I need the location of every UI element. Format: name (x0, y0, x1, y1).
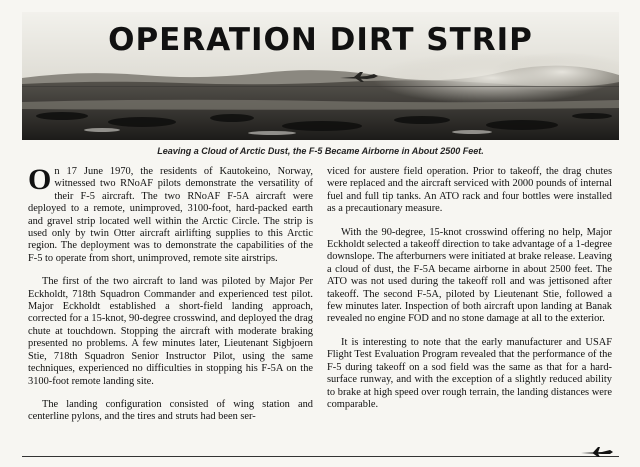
right-column (327, 166, 612, 451)
paragraph: With the 90-degree, 15-knot crosswind offering no help, Major Eckholdt selected a takeoff direction to take advantage of a 1-degree downslope. The afterburners were initiated at brake release. Leaving a cloud of dust, the F-5A became airborne in about 2500 feet. The ATO was not used during the takeoff roll and was jettisoned after takeoff. The second F-5A, piloted by Lieutenant Stie, followed a few minutes later. Inspection of both aircraft upon landing at Banak revealed no engine FOD and no stone damage at all to the exterior. (327, 226, 612, 325)
jet-silhouette-icon (580, 446, 614, 458)
article-body (28, 163, 612, 451)
paragraph: viced for austere field operation. Prior to takeoff, the drag chutes were replaced and the aircraft serviced with 2000 pounds of internal fuel and full tip tanks. An ATO rack and four bottles were installed as a precautionary measure. (327, 166, 612, 215)
photo-caption: Leaving a Cloud of Arctic Dust, the F-5 Became Airborne in About 2500 Feet. (157, 146, 484, 156)
hero-photo (22, 12, 619, 140)
paragraph: The landing configuration consisted of wing station and centerline pylons, and the tires and struts had been ser- (28, 398, 313, 423)
article-title: OPERATION DIRT STRIP (108, 22, 533, 58)
paragraph: It is interesting to note that the early manufacturer and USAF Flight Test Evaluation Program revealed that the performance of the F-5 during takeoff on a sod field was the same as that for a hard-surface runway, and with the exception of a slightly reduced ability to brake at high speed over rough terrain, the landing distances were comparable. (327, 336, 612, 410)
paragraph: The first of the two aircraft to land was piloted by Major Per Eckholdt, 718th Squadron Commander and experienced test pilot. Major Eckholdt established a short-field landing approach, corrected for a 15-knot, 90-degree crosswind, and deployed the drag chute at touchdown. Stopping the aircraft with moderate braking presented no problems. A few minutes later, Lieutenant Sigbjoern Stie, 718th Squadron Senior Instructor Pilot, using the same techniques, experienced no difficulties in stopping his F-5A on the 3100-foot remote landing site. (28, 276, 313, 387)
left-column (28, 163, 313, 451)
footer-rule (22, 456, 619, 457)
paragraph: On 17 June 1970, the residents of Kautokeino, Norway, witnessed two RNoAF pilots demonstrate the versatility of their F-5 aircraft. The two RNoAF F-5A aircraft were deployed to a remote, unimproved, 3100-foot, hard-packed earth and gravel strip located well within the Arctic Circle. The strip is used only by twin Otter aircraft airlifting supplies to this Arctic region. The deployment was to demonstrate the capabilities of the F-5 to operate from short, unimproved, remote site airstrips. (28, 163, 313, 264)
